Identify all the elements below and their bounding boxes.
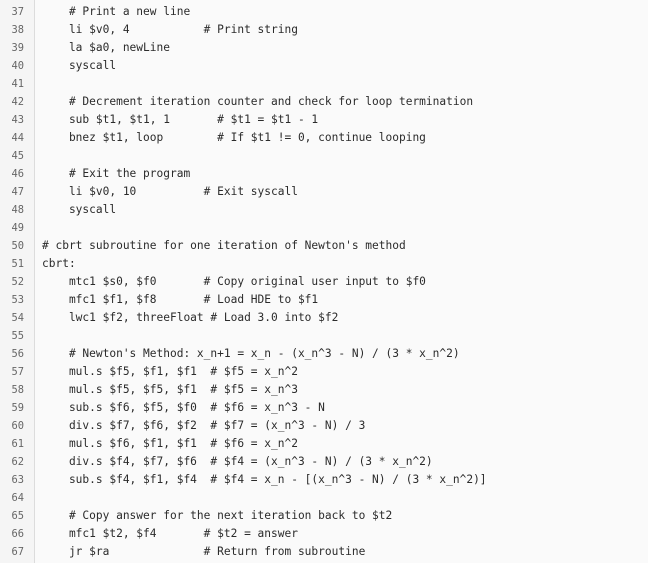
code-line — [0, 183, 648, 201]
code-text: div.s $f4, $f7, $f6 # $f4 = (x_n^3 - N) / (3 * x_n^2) — [42, 455, 433, 468]
code-line — [0, 255, 648, 273]
code-line — [0, 147, 648, 165]
code-line — [0, 93, 648, 111]
line-number: 41 — [11, 78, 24, 90]
line-number: 47 — [11, 186, 24, 198]
code-line — [0, 507, 648, 525]
code-line — [0, 201, 648, 219]
code-text: lwc1 $f2, threeFloat # Load 3.0 into $f2 — [42, 311, 339, 324]
line-number: 37 — [11, 6, 24, 18]
line-number: 54 — [11, 312, 24, 324]
line-number: 45 — [11, 150, 24, 162]
code-line — [0, 3, 648, 21]
code-text: mfc1 $t2, $f4 # $t2 = answer — [42, 527, 298, 540]
code-line — [0, 273, 648, 291]
code-text: syscall — [42, 59, 117, 72]
line-number: 59 — [11, 402, 24, 414]
line-number: 55 — [11, 330, 24, 342]
code-text: mul.s $f6, $f1, $f1 # $f6 = x_n^2 — [42, 437, 298, 450]
code-text: la $a0, newLine — [42, 41, 170, 54]
code-line — [0, 309, 648, 327]
line-number: 39 — [11, 42, 24, 54]
code-text: mtc1 $s0, $f0 # Copy original user input to $f0 — [42, 275, 426, 288]
code-line — [0, 327, 648, 345]
code-line — [0, 165, 648, 183]
line-number: 66 — [11, 528, 24, 540]
code-line — [0, 21, 648, 39]
code-line — [0, 111, 648, 129]
line-number: 67 — [11, 546, 24, 558]
code-text: li $v0, 10 # Exit syscall — [42, 185, 298, 198]
code-line — [0, 363, 648, 381]
code-text: syscall — [42, 203, 117, 216]
code-line — [0, 417, 648, 435]
code-text: # cbrt subroutine for one iteration of Newton's method — [42, 239, 406, 252]
code-text: div.s $f7, $f6, $f2 # $f7 = (x_n^3 - N) / 3 — [42, 419, 366, 432]
code-line — [0, 345, 648, 363]
code-line — [0, 129, 648, 147]
code-text: # Print a new line — [42, 5, 191, 18]
code-line — [0, 39, 648, 57]
code-text: # Decrement iteration counter and check for loop termination — [42, 95, 474, 108]
line-number: 46 — [11, 168, 24, 180]
code-text: # Copy answer for the next iteration back to $t2 — [42, 509, 393, 522]
line-number: 64 — [11, 492, 24, 504]
line-number: 56 — [11, 348, 24, 360]
line-number: 43 — [11, 114, 24, 126]
code-text: # Newton's Method: x_n+1 = x_n - (x_n^3 - N) / (3 * x_n^2) — [42, 347, 460, 360]
line-number: 50 — [11, 240, 24, 252]
line-number: 44 — [11, 132, 24, 144]
code-text: mul.s $f5, $f1, $f1 # $f5 = x_n^2 — [42, 365, 298, 378]
code-text: sub $t1, $t1, 1 # $t1 = $t1 - 1 — [42, 113, 319, 126]
code-text: cbrt: — [42, 257, 76, 270]
line-number: 52 — [11, 276, 24, 288]
code-text: li $v0, 4 # Print string — [42, 23, 298, 36]
code-line — [0, 237, 648, 255]
line-number: 60 — [11, 420, 24, 432]
code-line — [0, 75, 648, 93]
code-text: # Exit the program — [42, 167, 191, 180]
code-line — [0, 489, 648, 507]
code-text: bnez $t1, loop # If $t1 != 0, continue looping — [42, 131, 426, 144]
code-line — [0, 543, 648, 561]
code-text: mfc1 $f1, $f8 # Load HDE to $f1 — [42, 293, 319, 306]
code-line — [0, 453, 648, 471]
code-line — [0, 435, 648, 453]
code-line — [0, 381, 648, 399]
line-number: 63 — [11, 474, 24, 486]
code-lines — [0, 3, 648, 561]
code-line — [0, 399, 648, 417]
code-line — [0, 57, 648, 75]
code-text: mul.s $f5, $f5, $f1 # $f5 = x_n^3 — [42, 383, 298, 396]
code-text: sub.s $f6, $f5, $f0 # $f6 = x_n^3 - N — [42, 401, 325, 414]
line-number: 42 — [11, 96, 24, 108]
code-line — [0, 525, 648, 543]
line-number: 58 — [11, 384, 24, 396]
line-number: 38 — [11, 24, 24, 36]
code-line — [0, 471, 648, 489]
line-number: 40 — [11, 60, 24, 72]
line-number: 51 — [11, 258, 24, 270]
code-line — [0, 291, 648, 309]
line-number: 57 — [11, 366, 24, 378]
line-number: 49 — [11, 222, 24, 234]
line-number: 61 — [11, 438, 24, 450]
line-number: 53 — [11, 294, 24, 306]
code-text: jr $ra # Return from subroutine — [42, 545, 366, 558]
code-line — [0, 219, 648, 237]
line-number: 48 — [11, 204, 24, 216]
line-number: 62 — [11, 456, 24, 468]
code-text: sub.s $f4, $f1, $f4 # $f4 = x_n - [(x_n^3 - N) / (3 * x_n^2)] — [42, 473, 487, 486]
line-number: 65 — [11, 510, 24, 522]
